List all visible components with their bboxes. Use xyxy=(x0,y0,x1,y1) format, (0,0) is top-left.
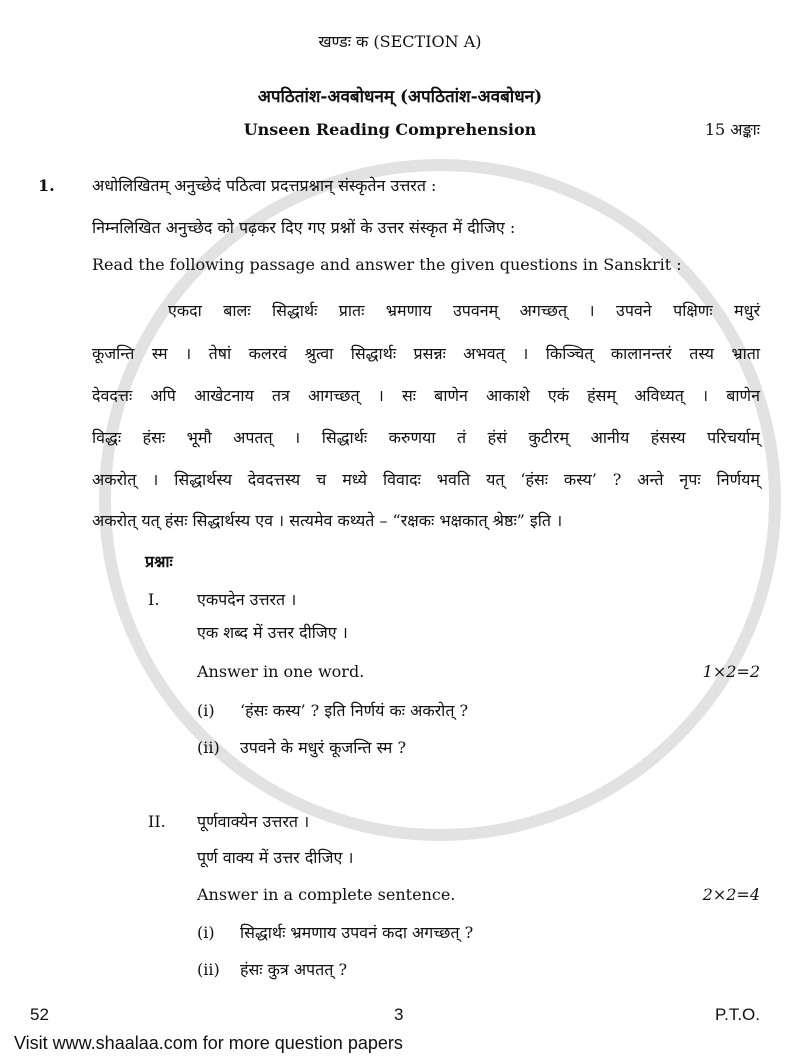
passage-line: अकरोत् । सिद्धार्थस्य देवदत्तस्य च मध्ये विवादः भवति यत् ‘हंसः कस्य’ ? अन्ते नृपः निर्णयम् xyxy=(92,470,760,489)
question-number: 1. xyxy=(38,176,55,195)
passage-line: एकदा बालः सिद्धार्थः प्रातः भ्रमणाय उपवनम् अगच्छत् । उपवने पक्षिणः मधुरं xyxy=(168,301,760,320)
total-marks: 15 अङ्काः xyxy=(704,120,760,139)
english-title-row xyxy=(0,119,800,141)
subtitle: अपठितांश-अवबोधनम् (अपठितांश-अवबोधन) xyxy=(257,87,543,107)
passage-line: देवदत्तः अपि आखेटनाय तत्र आगच्छत् । सः बाणेन आकाशे एकं हंसम् अविध्यत् । बाणेन xyxy=(92,386,760,405)
pto-label: P.T.O. xyxy=(714,1005,760,1024)
item-text: सिद्धार्थः भ्रमणाय उपवनं कदा अगच्छत् ? xyxy=(240,923,474,942)
item-number: (i) xyxy=(197,701,215,720)
instruction-hindi: निम्नलिखित अनुच्छेद को पढ़कर दिए गए प्रश्नों के उत्तर संस्कृत में दीजिए : xyxy=(92,218,516,237)
part-number: I. xyxy=(148,590,160,609)
part-sanskrit-row xyxy=(0,811,800,833)
question-item xyxy=(0,922,800,944)
item-text: ‘हंसः कस्य’ ? इति निर्णयं कः अकरोत् ? xyxy=(240,701,469,720)
item-number: (ii) xyxy=(197,960,220,979)
part-instruction-english: Answer in one word. xyxy=(197,662,365,681)
page-number: 3 xyxy=(394,1005,404,1024)
instruction-sanskrit: अधोलिखितम् अनुच्छेदं पठित्वा प्रदत्तप्रश्नान् संस्कृतेन उत्तरत : xyxy=(92,176,437,195)
question-item xyxy=(0,959,800,981)
passage-line: कूजन्ति स्म । तेषां कलरवं श्रुत्वा सिद्धार्थः प्रसन्नः अभवत् । किञ्चित् कालानन्तरं तस्य भ्राता xyxy=(92,344,760,363)
item-number: (i) xyxy=(197,923,215,942)
item-text: हंसः कुत्र अपतत् ? xyxy=(240,960,348,979)
part-instruction-sanskrit: पूर्णवाक्येन उत्तरत । xyxy=(197,812,310,831)
part-english-row xyxy=(0,661,800,683)
passage-line: अकरोत् यत् हंसः सिद्धार्थस्य एव । सत्यमेव कथ्यते – “रक्षकः भक्षकात् श्रेष्ठः” इति । xyxy=(92,511,563,530)
instruction-sanskrit-row xyxy=(0,175,800,197)
part-english-row xyxy=(0,884,800,906)
part-instruction-hindi: पूर्ण वाक्य में उत्तर दीजिए । xyxy=(197,848,354,867)
footer-row xyxy=(0,1004,800,1026)
part-instruction-sanskrit: एकपदेन उत्तरत । xyxy=(197,590,297,609)
instruction-english: Read the following passage and answer the given questions in Sanskrit : xyxy=(92,255,682,274)
part-number: II. xyxy=(148,812,166,831)
questions-label: प्रश्नाः xyxy=(145,552,173,571)
visit-link[interactable]: Visit www.shaalaa.com for more question papers xyxy=(14,1033,403,1053)
passage-line: विद्धः हंसः भूमौ अपतत् । सिद्धार्थः करुणया तं हंसं कुटीरम् आनीय हंसस्य परिचर्याम् xyxy=(92,428,760,447)
english-title: Unseen Reading Comprehension xyxy=(243,120,537,139)
section-heading: खण्डः क (SECTION A) xyxy=(318,32,482,51)
part-instruction-english: Answer in a complete sentence. xyxy=(197,885,456,904)
item-text: उपवने के मधुरं कूजन्ति स्म ? xyxy=(240,738,407,757)
part-sanskrit-row xyxy=(0,589,800,611)
question-item xyxy=(0,700,800,722)
item-number: (ii) xyxy=(197,738,220,757)
part-marks: 1×2=2 xyxy=(702,662,760,681)
paper-code: 52 xyxy=(30,1005,49,1024)
question-item xyxy=(0,737,800,759)
part-instruction-hindi: एक शब्द में उत्तर दीजिए । xyxy=(197,623,348,642)
part-marks: 2×2=4 xyxy=(702,885,760,904)
